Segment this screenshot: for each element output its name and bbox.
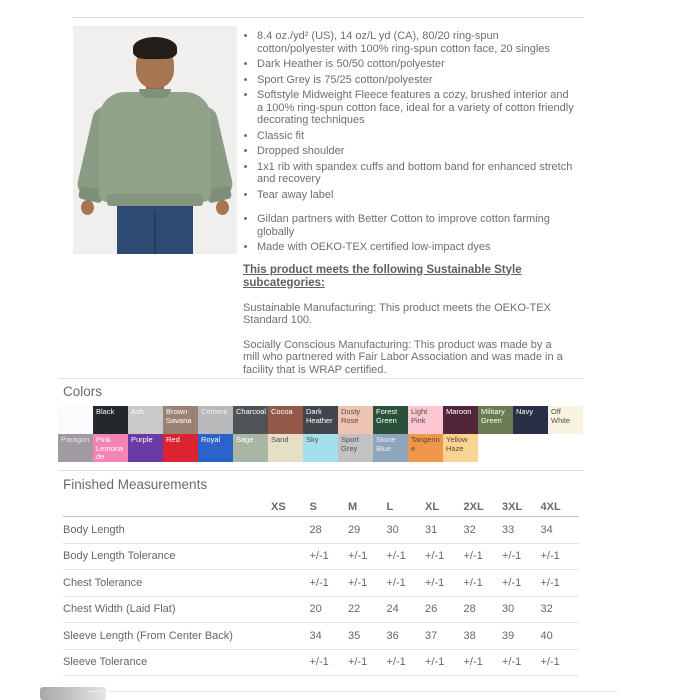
cell: +/-1 xyxy=(540,550,560,563)
color-swatch-cement xyxy=(198,406,233,434)
cell: 31 xyxy=(425,523,438,536)
color-swatch-sand xyxy=(268,434,303,462)
table-row-body-length-tolerance xyxy=(63,544,579,571)
swatch-label: Red xyxy=(166,435,180,444)
swatch-label: Paragon xyxy=(61,435,90,444)
swatch-label: Ash xyxy=(131,407,144,416)
bottom-divider xyxy=(88,691,618,692)
color-swatch-sky xyxy=(303,434,338,462)
swatch-label: Navy xyxy=(516,407,534,416)
cell: 29 xyxy=(348,523,361,536)
swatch-label: Royal xyxy=(201,435,221,444)
size-header: XS xyxy=(271,500,286,513)
color-swatch-brown-savana xyxy=(163,406,198,434)
cell: 35 xyxy=(348,629,361,642)
cell: +/-1 xyxy=(348,656,368,669)
color-swatch-paragon xyxy=(58,434,93,462)
cell: +/-1 xyxy=(502,550,522,563)
swatch-label: Yellow Haze xyxy=(446,435,468,453)
cell: +/-1 xyxy=(425,576,445,589)
swatch-label: Dusty Rose xyxy=(341,407,361,425)
swatch-label: Dark Heather xyxy=(306,407,333,425)
swatch-label: Pink Lemonade xyxy=(96,435,124,461)
feature-item: • Dark Heather is 50/50 cotton/polyester xyxy=(257,58,577,71)
cell: +/-1 xyxy=(386,550,406,563)
swatch-label: Charcoal xyxy=(236,407,267,416)
swatch-label: Tangerine xyxy=(411,435,440,453)
swatch-label: Cocoa xyxy=(271,407,293,416)
color-swatch-off-white xyxy=(548,406,583,434)
cell: +/-1 xyxy=(348,576,368,589)
cell: 36 xyxy=(386,629,399,642)
swatch-label: Sport Grey xyxy=(341,435,359,453)
swatch-row-1 xyxy=(58,406,584,434)
color-swatch-white xyxy=(58,406,93,434)
swatch-label: Stone Blue xyxy=(376,435,396,453)
cell: +/-1 xyxy=(463,656,483,669)
cell: +/-1 xyxy=(463,576,483,589)
colors-divider xyxy=(58,378,584,379)
cell: +/-1 xyxy=(463,550,483,563)
color-swatch-black xyxy=(93,406,128,434)
feature-column xyxy=(243,30,577,376)
measurements-title: Finished Measurements xyxy=(63,477,208,492)
cell: 40 xyxy=(540,629,553,642)
feature-item: • Dropped shoulder xyxy=(257,145,577,158)
cell: 22 xyxy=(348,603,361,616)
color-swatch-dusty-rose xyxy=(338,406,373,434)
color-swatch-light-pink xyxy=(408,406,443,434)
feature-item: • Sport Grey is 75/25 cotton/polyester xyxy=(257,74,577,87)
cell: +/-1 xyxy=(386,576,406,589)
color-swatch-pink-lemonade xyxy=(93,434,128,462)
swatch-label: Purple xyxy=(131,435,153,444)
swatch-row-2 xyxy=(58,434,584,462)
row-label: Body Length xyxy=(63,523,125,536)
sustainable-style-heading: This product meets the following Sustainable Style subcategories: xyxy=(243,263,522,289)
cell: 38 xyxy=(463,629,476,642)
cell: 39 xyxy=(502,629,515,642)
color-swatch-grid xyxy=(58,406,584,462)
swatch-label: Military Green xyxy=(481,407,505,425)
swatch-label: White xyxy=(61,407,81,416)
color-swatch-sage xyxy=(233,434,268,462)
color-swatch-military-green xyxy=(478,406,513,434)
cell: +/-1 xyxy=(309,550,329,563)
cell: 37 xyxy=(425,629,438,642)
feature-item: • 1x1 rib with spandex cuffs and bottom band for enhanced stretch and recovery xyxy=(257,161,577,186)
row-label: Chest Width (Laid Flat) xyxy=(63,603,176,616)
cell: +/-1 xyxy=(348,550,368,563)
size-header-row xyxy=(63,497,579,517)
cell: +/-1 xyxy=(425,656,445,669)
table-row-sleeve-tolerance xyxy=(63,650,579,677)
sustainable-paragraph: Sustainable Manufacturing: This product meets the OEKO-TEX Standard 100. xyxy=(243,301,551,326)
model-sweatshirt-torso xyxy=(99,92,211,202)
color-swatch-navy xyxy=(513,406,548,434)
cell: 24 xyxy=(386,603,399,616)
cell: +/-1 xyxy=(386,656,406,669)
swatch-label: Sage xyxy=(236,435,254,444)
color-swatch-charcoal xyxy=(233,406,268,434)
feature-item: • Made with OEKO-TEX certified low-impact dyes xyxy=(257,241,577,254)
swatch-label: Off White xyxy=(551,407,571,425)
size-header: L xyxy=(386,500,394,513)
color-swatch-purple xyxy=(128,434,163,462)
swatch-label: Maroon xyxy=(446,407,472,416)
color-swatch-forest-green xyxy=(373,406,408,434)
row-label: Sleeve Length (From Center Back) xyxy=(63,629,233,642)
model-right-hand xyxy=(216,200,229,215)
size-header: M xyxy=(348,500,358,513)
table-row-chest-tolerance xyxy=(63,570,579,597)
swatch-label: Sky xyxy=(306,435,319,444)
row-label: Body Length Tolerance xyxy=(63,550,176,563)
top-divider xyxy=(73,17,584,18)
feature-item: • Classic fit xyxy=(257,130,577,143)
model-jeans xyxy=(117,205,193,254)
sustainable-paragraph: Socially Conscious Manufacturing: This product was made by a mill who partnered with Fair Labor Association and was made in a facility that is WRAP certified. xyxy=(243,338,563,376)
feature-item: • Tear away label xyxy=(257,189,577,202)
model-collar xyxy=(139,89,171,98)
color-swatch-dark-heather xyxy=(303,406,338,434)
feature-item: • Softstyle Midweight Fleece features a cozy, brushed interior and a 100% ring-spun cotton face, ideal for a variety of cotton friendly decorating techniques xyxy=(257,89,577,127)
size-header: 3XL xyxy=(502,500,523,513)
size-header: 2XL xyxy=(463,500,484,513)
color-swatch-yellow-haze xyxy=(443,434,478,462)
color-swatch-sport-grey xyxy=(338,434,373,462)
bottom-left-partial-element xyxy=(40,687,106,700)
row-label: Sleeve Tolerance xyxy=(63,656,148,669)
row-label: Chest Tolerance xyxy=(63,576,143,589)
table-row-body-length xyxy=(63,517,579,544)
feature-list xyxy=(243,30,577,254)
swatch-label: Black xyxy=(96,407,115,416)
model-hair xyxy=(133,37,177,59)
color-swatch-royal xyxy=(198,434,233,462)
swatch-label: Brown Savana xyxy=(166,407,192,425)
color-swatch-maroon xyxy=(443,406,478,434)
cell: 28 xyxy=(463,603,476,616)
colors-title: Colors xyxy=(63,384,103,399)
feature-item: • Gildan partners with Better Cotton to improve cotton farming globally xyxy=(257,213,577,238)
cell: 32 xyxy=(540,603,553,616)
color-swatch-tangerine xyxy=(408,434,443,462)
cell: 30 xyxy=(502,603,515,616)
swatch-label: Sand xyxy=(271,435,289,444)
cell: +/-1 xyxy=(502,576,522,589)
cell: +/-1 xyxy=(309,656,329,669)
cell: +/-1 xyxy=(540,576,560,589)
cell: +/-1 xyxy=(502,656,522,669)
cell: 28 xyxy=(309,523,322,536)
measurements-table xyxy=(63,497,579,676)
model-bottom-band xyxy=(107,194,203,206)
size-header: S xyxy=(309,500,317,513)
cell: 32 xyxy=(463,523,476,536)
cell: 26 xyxy=(425,603,438,616)
color-swatch-ash xyxy=(128,406,163,434)
cell: 34 xyxy=(309,629,322,642)
swatch-label: Light Pink xyxy=(411,407,428,425)
cell: 30 xyxy=(386,523,399,536)
size-header: XL xyxy=(425,500,440,513)
measurements-divider xyxy=(58,470,584,471)
cell: 20 xyxy=(309,603,322,616)
color-swatch-red xyxy=(163,434,198,462)
cell: 34 xyxy=(540,523,553,536)
product-photo xyxy=(73,26,237,254)
color-swatch-stone-blue xyxy=(373,434,408,462)
size-header: 4XL xyxy=(540,500,561,513)
feature-item: • 8.4 oz./yd² (US), 14 oz/L yd (CA), 80/20 ring-spun cotton/polyester with 100% ring-spun cotton face, 20 singles xyxy=(257,30,577,55)
model-left-hand xyxy=(81,200,94,215)
swatch-label: Forest Green xyxy=(376,407,398,425)
table-row-chest-width xyxy=(63,597,579,624)
cell: +/-1 xyxy=(309,576,329,589)
swatch-label: Cement xyxy=(201,407,228,416)
cell: +/-1 xyxy=(540,656,560,669)
table-row-sleeve-length xyxy=(63,623,579,650)
cell: 33 xyxy=(502,523,515,536)
color-swatch-cocoa xyxy=(268,406,303,434)
cell: +/-1 xyxy=(425,550,445,563)
